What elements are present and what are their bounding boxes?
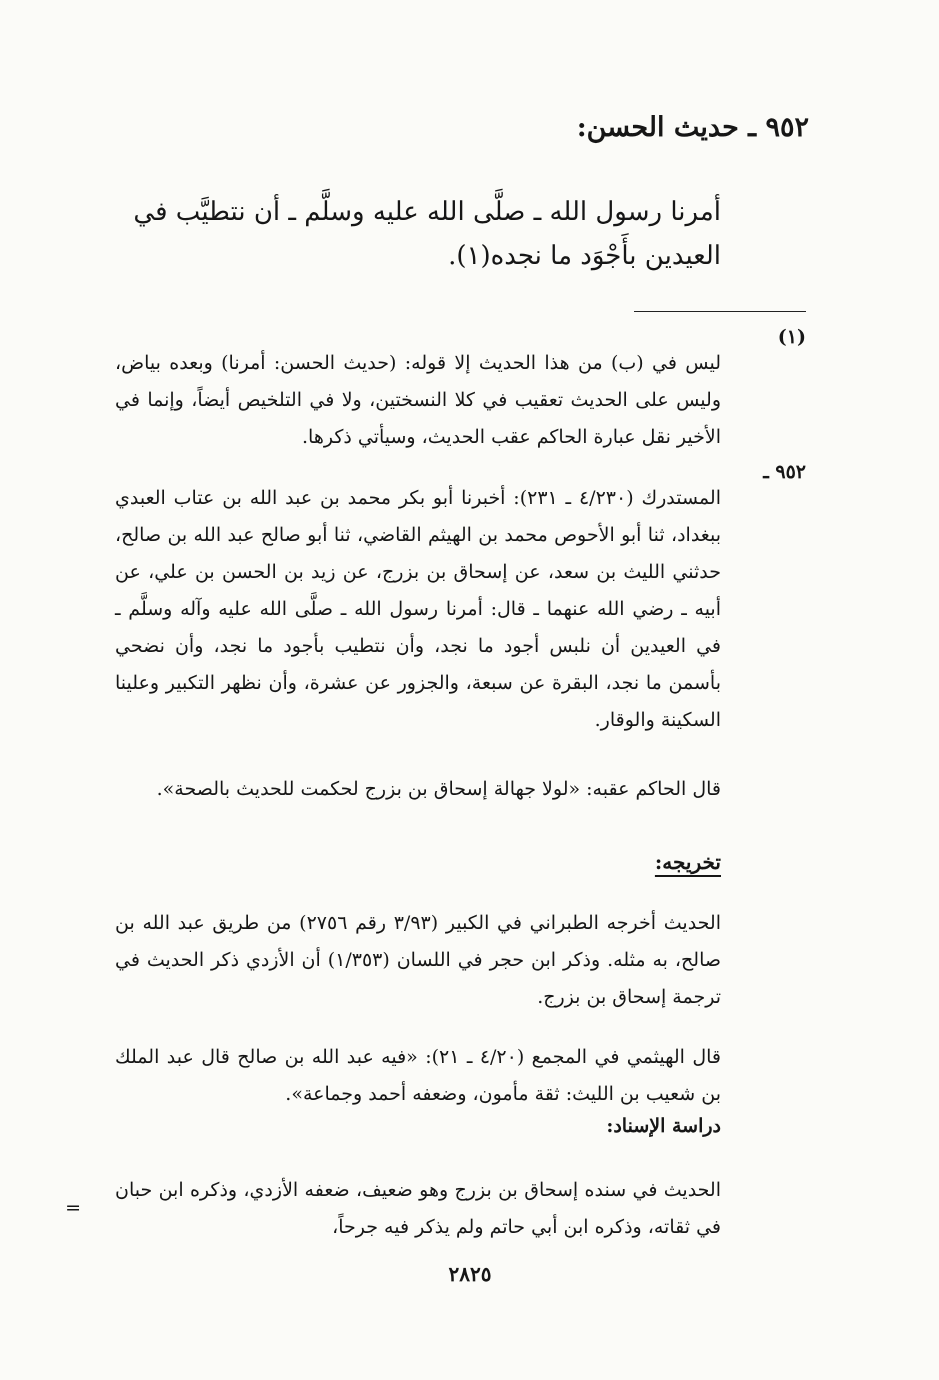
page-number: ٢٨٢٥ [448,1262,492,1286]
footnote-marker: (١) [777,326,806,348]
dirasa-heading: دراسة الإسناد: [606,1115,721,1137]
footnote-separator [634,311,806,312]
hadith-heading: ٩٥٢ ـ حديث الحسن: [576,112,809,143]
hakim-comment: قال الحاكم عقبه: «لولا جهالة إسحاق بن بزرج لحكمت للحديث بالصحة». [156,778,721,800]
footnote-text: ليس في (ب) من هذا الحديث إلا قوله: (حديث الحسن: أمرنا) وبعده بياض، وليس على الحديث تعقيب في كلا النسختين، ولا في التلخيص أيضاً، وإنما في الأخير نقل عبارة الحاكم عقب الحديث، وسيأتي ذكرها. [115,352,721,448]
takhrij-paragraph: الحديث أخرجه الطبراني في الكبير (٣/٩٣ رقم ٢٧٥٦) من طريق عبد الله بن صالح، به مثله. وذكر ابن حجر في اللسان (١/٣٥٣) أن الأزدي ذكر الحديث في ترجمة إسحاق بن بزرج. [115,912,722,1008]
takhrij-heading: تخريجه: [654,850,721,874]
hadith-text: أمرنا رسول الله ـ صلَّى الله عليه وسلَّم ـ أن نتطيَّب في العيدين بأَجْوَد ما نجده(١). [133,197,721,271]
note-number: ٩٥٢ ـ [763,461,806,483]
continuation-mark: = [65,1197,81,1219]
dirasa-paragraph: الحديث في سنده إسحاق بن بزرج وهو ضعيف، ضعفه الأزدي، وذكره ابن حبان في ثقاته، وذكره ابن أبي حاتم ولم يذكر فيه جرحاً، [115,1179,721,1238]
note-isnad-text: المستدرك (٤/٢٣٠ ـ ٢٣١): أخبرنا أبو بكر محمد بن عبد الله بن عتاب العبدي ببغداد، ثنا أبو الأحوص محمد بن الهيثم القاضي، ثنا أبو صالح عبد الله بن صالح، حدثني الليث بن سعد، عن إسحاق بن بزرج، عن زيد بن الحسن بن علي، عن أبيه ـ رضي الله عنهما ـ قال: أمرنا رسول الله ـ صلَّى الله عليه وآله وسلَّم ـ في العيدين أن نلبس أجود ما نجد، وأن نتطيب بأجود ما نجد، وأن نضحي بأسمن ما نجد، البقرة عن سبعة، والجزور عن عشرة، وأن نظهر التكبير وعلينا السكينة والوقار. [115,487,721,731]
haythami-paragraph: قال الهيثمي في المجمع (٤/٢٠ ـ ٢١): «فيه عبد الله بن صالح قال عبد الملك بن شعيب بن الليث: ثقة مأمون، وضعفه أحمد وجماعة». [115,1046,721,1105]
